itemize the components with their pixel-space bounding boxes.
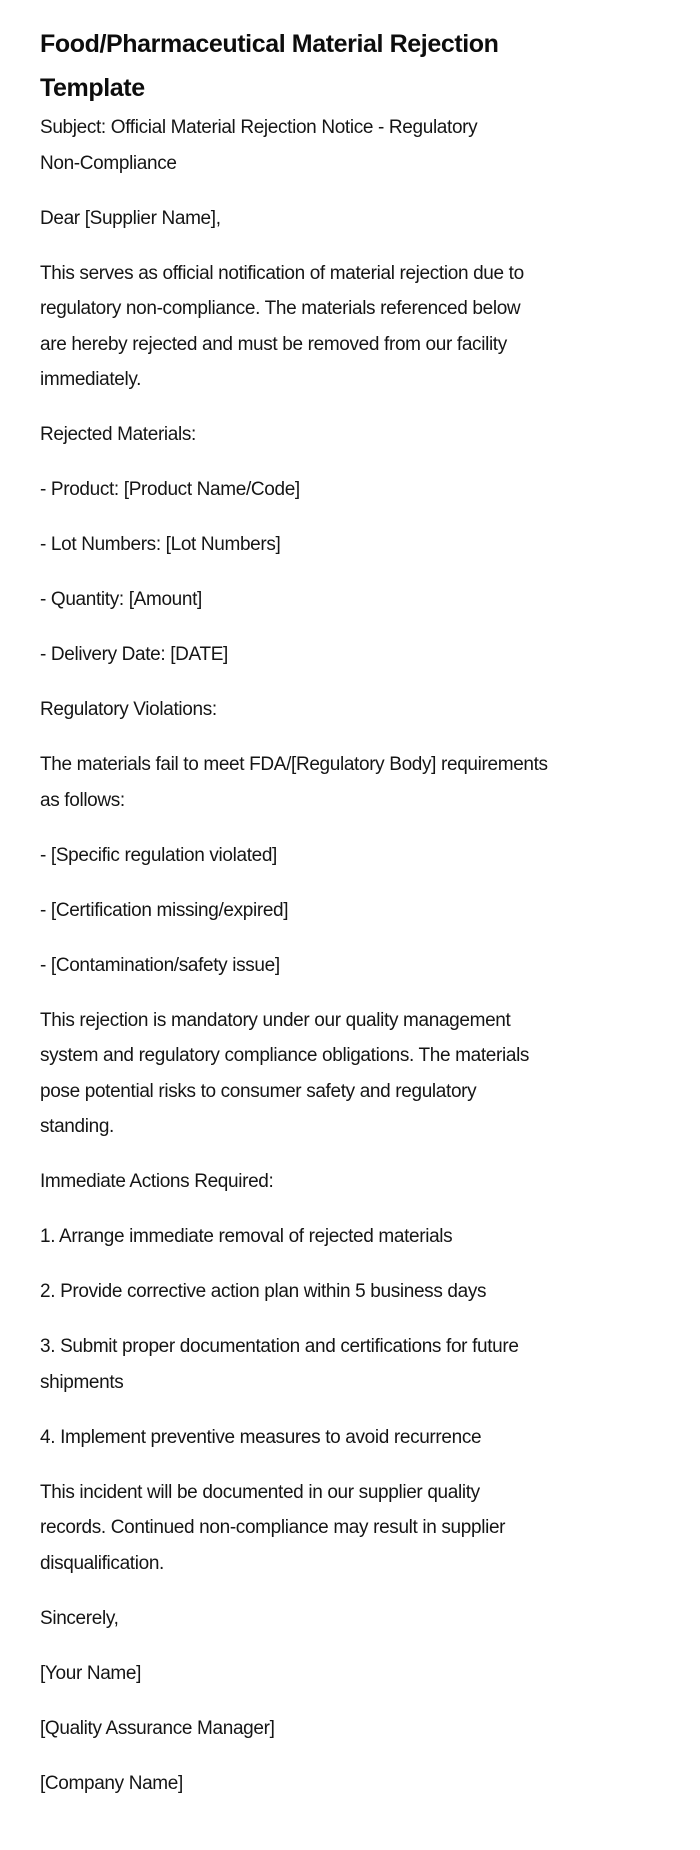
subject-text: Subject: Official Material Rejection Notice - Regulatory	[40, 117, 478, 138]
title-line: Food/Pharmaceutical Material Rejection	[40, 30, 499, 58]
salutation	[40, 201, 670, 237]
list-item: - [Specific regulation violated]	[40, 844, 277, 866]
signature-company	[40, 1766, 670, 1802]
actions-heading	[40, 1164, 670, 1200]
action-item-1	[40, 1219, 670, 1255]
subject-text: Non-Compliance	[40, 152, 177, 174]
paragraph-line: This rejection is mandatory under our quality management	[40, 1009, 511, 1031]
section-heading-text: Rejected Materials:	[40, 424, 196, 445]
paragraph-line: disqualification.	[40, 1552, 164, 1574]
signature-name-text: [Your Name]	[40, 1662, 142, 1684]
paragraph-line: This serves as official notification of material rejection due to	[40, 262, 524, 284]
rejected-materials-heading	[40, 417, 670, 453]
paragraph-line: regulatory non-compliance. The materials referenced below	[40, 298, 521, 319]
list-item: shipments	[40, 1371, 124, 1393]
list-item: 4. Implement preventive measures to avoid recurrence	[40, 1426, 482, 1448]
closing-paragraph	[40, 1475, 670, 1582]
list-item: - Lot Numbers: [Lot Numbers]	[40, 534, 281, 555]
violation-item	[40, 893, 670, 929]
title-line: Template	[40, 74, 145, 102]
document-title	[40, 22, 670, 110]
paragraph-line: pose potential risks to consumer safety and regulatory	[40, 1080, 477, 1102]
paragraph-line: This incident will be documented in our supplier quality	[40, 1481, 480, 1503]
section-heading-text: Regulatory Violations:	[40, 699, 217, 720]
document	[40, 22, 670, 1821]
signoff	[40, 1601, 670, 1637]
list-item: - Delivery Date: [DATE]	[40, 644, 228, 665]
paragraph-line: as follows:	[40, 789, 125, 811]
action-item-4	[40, 1420, 670, 1456]
paragraph-line: records. Continued non-compliance may result in supplier	[40, 1517, 506, 1538]
list-item: - [Contamination/safety issue]	[40, 954, 280, 976]
violation-item	[40, 948, 670, 984]
subject-line	[40, 110, 670, 181]
list-item: - [Certification missing/expired]	[40, 899, 289, 921]
rejected-item-product	[40, 472, 670, 508]
paragraph-line: are hereby rejected and must be removed from our facility	[40, 333, 507, 355]
paragraph-line: system and regulatory compliance obligations. The materials	[40, 1045, 530, 1066]
rejected-item-lot-numbers	[40, 527, 670, 563]
paragraph-line: immediately.	[40, 369, 142, 390]
regulatory-violations-intro	[40, 747, 670, 818]
signature-company-text: [Company Name]	[40, 1772, 183, 1794]
paragraph-line: standing.	[40, 1116, 114, 1137]
section-heading-text: Immediate Actions Required:	[40, 1171, 274, 1192]
salutation-text: Dear [Supplier Name],	[40, 207, 221, 229]
action-item-2	[40, 1274, 670, 1310]
signoff-text: Sincerely,	[40, 1607, 119, 1629]
violation-item	[40, 838, 670, 874]
list-item: - Quantity: [Amount]	[40, 589, 202, 610]
signature-position-text: [Quality Assurance Manager]	[40, 1717, 275, 1739]
list-item: 3. Submit proper documentation and certifications for future	[40, 1336, 519, 1357]
signature-name	[40, 1656, 670, 1692]
rejected-item-quantity	[40, 582, 670, 618]
signature-position	[40, 1711, 670, 1747]
rejected-item-delivery-date	[40, 637, 670, 673]
list-item: 2. Provide corrective action plan within 5 business days	[40, 1281, 487, 1302]
regulatory-violations-heading	[40, 692, 670, 728]
list-item: - Product: [Product Name/Code]	[40, 479, 300, 500]
mandatory-paragraph	[40, 1003, 670, 1145]
intro-paragraph	[40, 256, 670, 398]
action-item-3	[40, 1329, 670, 1400]
paragraph-line: The materials fail to meet FDA/[Regulatory Body] requirements	[40, 754, 548, 775]
list-item: 1. Arrange immediate removal of rejected materials	[40, 1226, 453, 1247]
